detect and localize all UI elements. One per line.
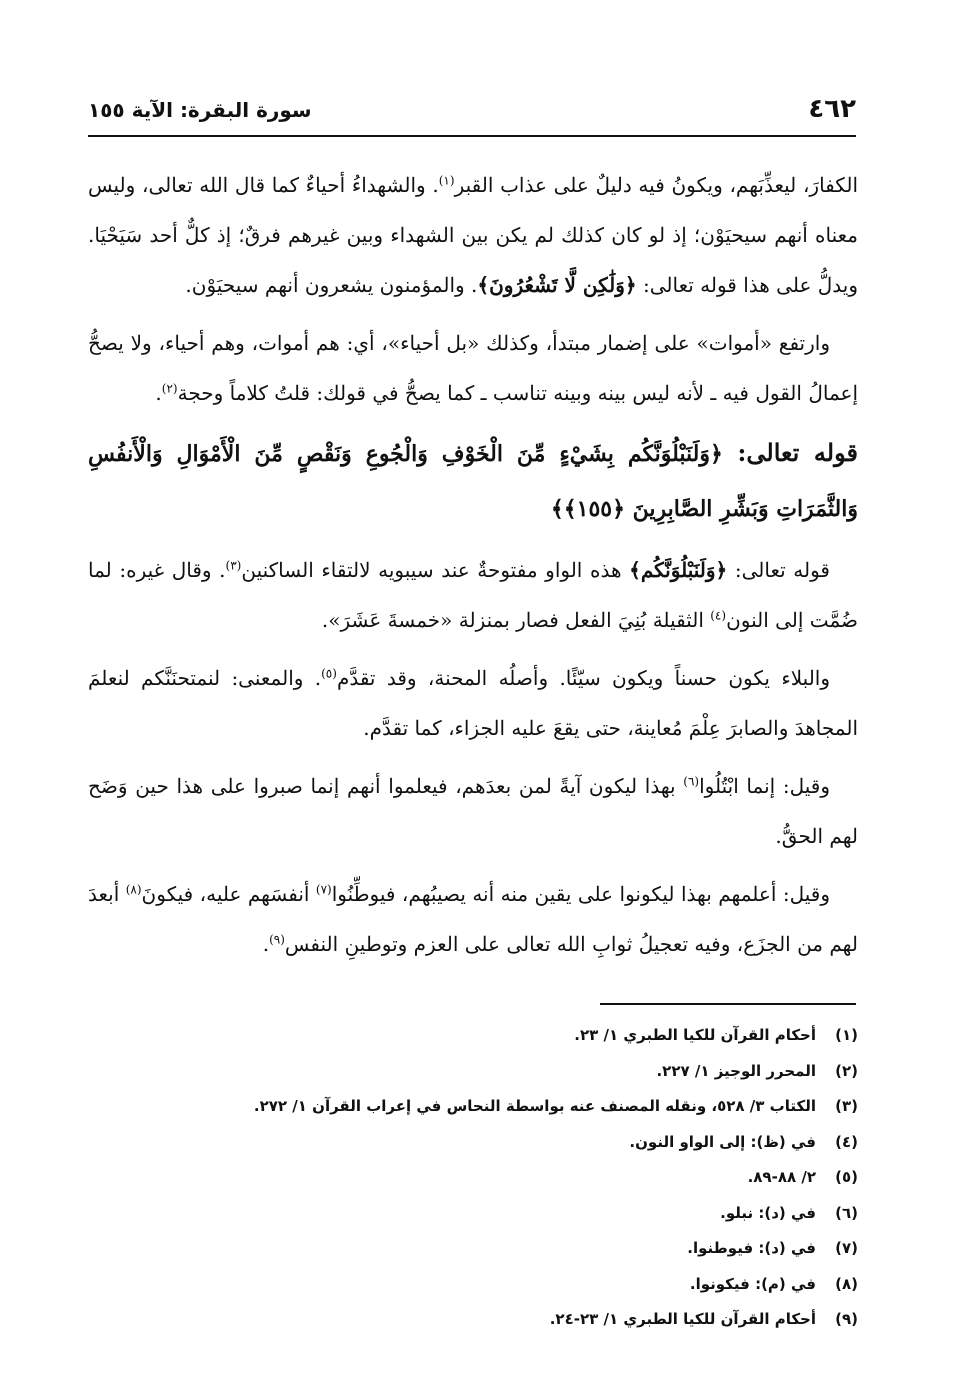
text-run: بهذا ليكون آيةً لمن بعدَهم، فيعلموا أنهم إنما صبروا على هذا حين وَضَح لهم الحقُّ. — [88, 774, 858, 848]
text-run: . — [262, 932, 270, 956]
footnote-text: في (د): فيوطنوا. — [687, 1239, 816, 1257]
footnote-text: أحكام القرآن للكيا الطبري ١/ ٢٣. — [574, 1026, 816, 1044]
footnote-ref: (٧) — [315, 882, 332, 897]
footnote-number: (٢) — [835, 1061, 858, 1080]
footnote-item — [88, 1267, 858, 1303]
footnote-number: (٣) — [835, 1097, 858, 1115]
footnote-item — [88, 1125, 858, 1161]
paragraph-2 — [88, 318, 858, 418]
main-text — [88, 160, 858, 977]
footnote-text: في (ظ): إلى الواو النون. — [629, 1132, 816, 1151]
verse-lead: قوله تعالى: — [722, 438, 858, 467]
footnote-ref: (٢) — [161, 381, 178, 396]
footnote-item — [88, 1089, 858, 1125]
footnote-text: المحرر الوجيز ١/ ٢٢٧. — [656, 1061, 816, 1080]
footnote-item — [88, 1018, 858, 1054]
footnote-number: (٨) — [835, 1274, 858, 1293]
text-run: أبعدَ لهم من الجزَع، وفيه تعجيلُ ثوابِ الله تعالى على العزم وتوطينِ النفس — [88, 882, 858, 956]
footnote-ref: (٤) — [710, 608, 727, 623]
footnote-item — [88, 1231, 858, 1267]
text-run: الثقيلة بُنِيَ الفعل فصار بمنزلة «خمسةَ عَشَرَ». — [321, 608, 711, 632]
quran-quote: ﴿وَلَٰكِن لَّا تَشْعُرُونَ﴾ — [477, 273, 637, 297]
footnote-ref: (١) — [438, 173, 455, 188]
text-run: . والمعنى: لنمتحنَنَّكم لنعلمَ المجاهدَ والصابرَ عِلْمَ مُعاينة، حتى يقعَ عليه الجزاء، كما تقدَّم. — [88, 666, 858, 740]
running-title: سورة البقرة: الآية ١٥٥ — [88, 98, 312, 122]
footnote-ref: (٩) — [269, 932, 285, 947]
footnote-ref: (٨) — [125, 882, 142, 897]
footnote-number: (٧) — [835, 1239, 858, 1257]
footnote-text: في (م): فيكونوا. — [689, 1274, 816, 1293]
footnote-item — [88, 1054, 858, 1090]
footnote-number: (٥) — [835, 1168, 858, 1186]
footnote-text: في (د): نبلو. — [720, 1203, 816, 1222]
footnote-item — [88, 1302, 858, 1338]
footnote-number: (٦) — [835, 1203, 858, 1222]
footnote-number: (١) — [835, 1026, 858, 1044]
paragraph-1 — [88, 160, 858, 310]
footnote-ref: (٥) — [321, 666, 337, 681]
footnote-item — [88, 1196, 858, 1232]
footnote-item — [88, 1160, 858, 1196]
text-run: . وقال غيره: لما ضُمَّت إلى النون — [88, 558, 858, 632]
footnote-rule — [600, 1003, 856, 1005]
paragraph-3 — [88, 545, 858, 645]
footnotes — [88, 1018, 858, 1338]
text-run: . والمؤمنون يشعرون أنهم سيحيَوْن. — [185, 273, 478, 297]
header-rule — [88, 135, 856, 137]
text-run: والبلاء يكون حسناً ويكون سيّئًا. وأصلُه المحنة، وقد تقدَّم — [336, 666, 830, 690]
page-number: ٤٦٢ — [808, 94, 856, 124]
paragraph-4 — [88, 653, 858, 753]
paragraph-5 — [88, 761, 858, 861]
footnote-text: أحكام القرآن للكيا الطبري ١/ ٢٣-٢٤. — [549, 1310, 816, 1328]
text-run: وقيل: أعلمهم بهذا ليكونوا على يقين منه أنه يصيبُهم، فيوطِّنُوا — [331, 882, 830, 906]
text-run: . والشهداءُ أحياءٌ كما قال الله تعالى، وليس معناه أنهم سيحيَوْن؛ إذ لو كان كذلك لم يكن بين الشهداء وبين غيرهم فرقٌ؛ إذ كلٌّ أحد سَيَحْيَا. ويدلُّ على هذا قوله تعالى: — [88, 173, 858, 297]
text-run: أنفسَهم عليه، فيكونَ — [141, 882, 316, 906]
footnote-ref: (٣) — [225, 558, 242, 573]
page-header — [88, 90, 856, 130]
text-run: الكفارَ، ليعذِّبَهم، ويكونُ فيه دليلٌ على عذاب القبر — [454, 173, 858, 197]
text-run: وقيل: إنما ابْتُلُوا — [699, 774, 830, 798]
text-run: وارتفع «أموات» على إضمار مبتدأ، وكذلك «بل أحياء»، أي: هم أموات، وهم أحياء، ولا يصحُّ إعمالُ القول فيه ـ لأنه ليس بينه وبينه تناسب ـ كما يصحُّ في قولك: قلتُ كلاماً وحجة — [88, 331, 858, 405]
footnote-number: (٤) — [835, 1132, 858, 1151]
quran-verse: ﴿وَلَنَبْلُوَنَّكُم بِشَيْءٍ مِّنَ الْخَوْفِ وَالْجُوعِ وَنَقْصٍ مِّنَ الْأَمْوَالِ وَالْأَنفُسِ وَالثَّمَرَاتِ وَبَشِّرِ الصَّابِرِينَ ﴿١٥٥﴾﴾ — [88, 441, 858, 522]
footnote-text: ٢/ ٨٨-٨٩. — [747, 1168, 816, 1186]
text-run: هذه الواو مفتوحةٌ عند سيبويه لالتقاء الساكنين — [241, 558, 630, 582]
footnote-text: الكتاب ٣/ ٥٢٨، ونقله المصنف عنه بواسطة النحاس في إعراب القرآن ١/ ٢٧٢. — [253, 1097, 816, 1115]
quran-quote: ﴿وَلَنَبْلُوَنَّكُم﴾ — [629, 558, 728, 582]
paragraph-6 — [88, 869, 858, 969]
text-run: قوله تعالى: — [727, 558, 830, 582]
footnote-ref: (٦) — [683, 774, 700, 789]
text-run: . — [155, 381, 162, 405]
footnote-number: (٩) — [835, 1310, 858, 1328]
verse-heading — [88, 426, 858, 537]
